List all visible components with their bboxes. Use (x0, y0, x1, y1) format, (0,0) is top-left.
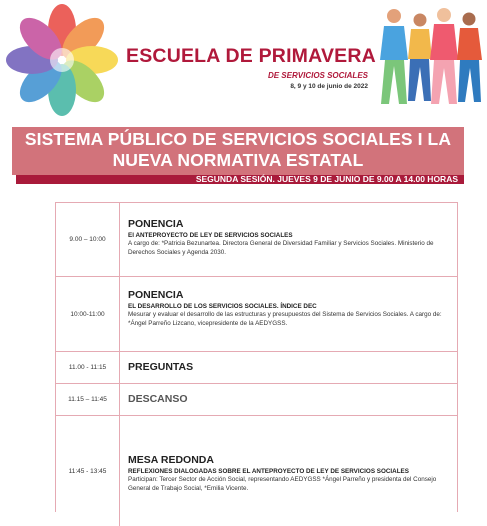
banner-title-line1: SISTEMA PÚBLICO DE SERVICIOS SOCIALES I LA (24, 129, 452, 149)
row-content (128, 454, 451, 493)
row-kind: DESCANSO (128, 393, 188, 405)
row-time: 9.00 – 10:00 (56, 203, 120, 276)
row-time: 11.00 - 11:15 (56, 352, 120, 383)
schedule-row (56, 352, 457, 384)
row-kind: PREGUNTAS (128, 361, 194, 373)
event-dates: 8, 9 y 10 de junio de 2022 (290, 83, 368, 90)
schedule-table (55, 202, 458, 512)
session-info: SEGUNDA SESIÓN. JUEVES 9 DE JUNIO DE 9.00 A 14.00 HORAS (195, 174, 458, 184)
row-description: Participan: Tercer Sector de Acción Social, representando AEDYGSS *Ángel Parreño y presidenta del Consejo General de Trabajo Social, *Emilia Vicente. (128, 476, 437, 492)
schedule-row (56, 416, 457, 516)
row-kind: PONENCIA (128, 218, 184, 230)
event-title: ESCUELA DE PRIMAVERA (126, 45, 376, 67)
group-of-people-illustration (372, 2, 487, 114)
banner-title-line2: NUEVA NORMATIVA ESTATAL (112, 150, 364, 170)
row-content (128, 361, 451, 373)
banner-title (12, 129, 464, 171)
row-content (128, 218, 451, 257)
schedule-row (56, 203, 457, 277)
row-topic: EL DESARROLLO DE LOS SERVICIOS SOCIALES. ÍNDICE DEC (128, 303, 317, 310)
row-content (128, 393, 451, 405)
row-description: Mesurar y evaluar el desarrollo de las estructuras y presupuestos del Sistema de Servicios Sociales. A cargo de: *Ángel Parreño Lizcano, vicepresidente de la AEDYGSS. (128, 311, 442, 327)
row-description: A cargo de: *Patricia Bezunartea. Directora General de Diversidad Familiar y Servicios Sociales. Ministerio de Derechos Sociales y Agenda 2030. (128, 240, 434, 256)
schedule-row (56, 384, 457, 416)
row-topic: REFLEXIONES DIALOGADAS SOBRE EL ANTEPROYECTO DE LEY DE SERVICIOS SOCIALES (128, 468, 409, 475)
row-kind: PONENCIA (128, 289, 184, 301)
schedule-row (56, 277, 457, 352)
row-content (128, 289, 451, 328)
row-time: 10:00-11:00 (56, 277, 120, 351)
row-topic: El ANTEPROYECTO DE LEY DE SERVICIOS SOCIALES (128, 232, 293, 239)
row-kind: MESA REDONDA (128, 454, 214, 466)
row-time: 11:45 - 13:45 (56, 416, 120, 526)
event-subtitle: DE SERVICIOS SOCIALES (267, 71, 368, 80)
flower-logo-icon (6, 4, 118, 116)
row-time: 11.15 – 11:45 (56, 384, 120, 415)
